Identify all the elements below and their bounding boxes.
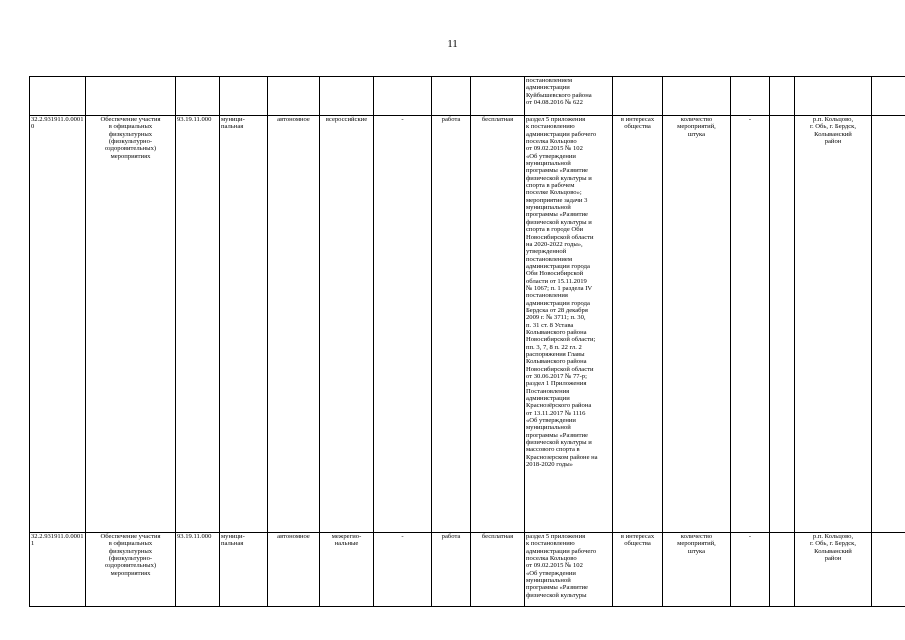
services-register-table bbox=[29, 76, 905, 607]
location-cell: р.п. Кольцово, г. Обь, г. Бердск, Колыванский район bbox=[795, 533, 872, 607]
dash-cell: - bbox=[374, 533, 432, 607]
scope-cell: всероссийские bbox=[320, 116, 374, 533]
okved-cell: 93.19.11.000 bbox=[176, 533, 220, 607]
legal-basis-cell: раздел 5 приложения к постановлению администрации рабочего поселка Кольцово от 09.02.2015 № 102 «Об утверждении муниципальной программы «Развитие физической культуры и спорта в рабочем поселке Кольцово»; мероприятие задачи 3 муниципальной программы «Развитие физической культуры и спорта в городе Оби Новосибирской области на 2020-2022 годы», утвержденной постановлением администрации города Оби Новосибирской области от 15.11.2019 № 1067; п. 1 раздела IV постановления администрации города Бердска от 28 декабря 2009 г. № 3711; п. 30, п. 31 ст. 8 Устава Колыванского района Новосибирской области; пп. 3, 7, 8 п. 22 гл. 2 распоряжения Главы Колыванского района Новосибирской области от 30.06.2017 № 77-р; раздел 1 Приложения Постановления администрации Краснозёрского района от 13.11.2017 № 1116 «Об утверждении муниципальной программы «Развитие физической культуры и массового спорта в Краснозерском районе на 2018-2020 годы» bbox=[525, 116, 613, 533]
service-code-cell: 32.2.931911.0.00011 bbox=[30, 533, 86, 607]
blank-cell bbox=[872, 116, 905, 533]
blank-cell bbox=[872, 533, 905, 607]
okved-cell: 93.19.11.000 bbox=[176, 116, 220, 533]
category-cell: работа bbox=[432, 533, 471, 607]
table-row bbox=[30, 116, 905, 533]
level-cell: муници- пальная bbox=[220, 533, 268, 607]
page-number: 11 bbox=[447, 38, 458, 50]
service-code-cell: 32.2.931911.0.00010 bbox=[30, 116, 86, 533]
dash-cell: - bbox=[731, 533, 770, 607]
institution-type-cell: автономное bbox=[268, 533, 320, 607]
payment-cell: бесплатная bbox=[471, 116, 525, 533]
table-row-continuation bbox=[30, 77, 905, 116]
indicator-cell: количество мероприятий, штука bbox=[663, 116, 731, 533]
legal-basis-cell: постановлением администрации Куйбышевского района от 04.08.2016 № 622 bbox=[525, 77, 613, 116]
dash-cell: - bbox=[374, 116, 432, 533]
payment-cell: бесплатная bbox=[471, 533, 525, 607]
institution-type-cell: автономное bbox=[268, 116, 320, 533]
level-cell: муници- пальная bbox=[220, 116, 268, 533]
blank-cell bbox=[770, 533, 795, 607]
service-name-cell: Обеспечение участия в официальных физкультурных (физкультурно- оздоровительных) мероприятиях bbox=[86, 116, 176, 533]
table-row bbox=[30, 533, 905, 607]
consumers-cell: в интересах общества bbox=[613, 116, 663, 533]
scope-cell: межрегио- нальные bbox=[320, 533, 374, 607]
dash-cell: - bbox=[731, 116, 770, 533]
location-cell: р.п. Кольцово, г. Обь, г. Бердск, Колыванский район bbox=[795, 116, 872, 533]
legal-basis-cell: раздел 5 приложения к постановлению администрации рабочего поселка Кольцово от 09.02.2015 № 102 «Об утверждении муниципальной программы «Развитие физической культуры bbox=[525, 533, 613, 607]
blank-cell bbox=[770, 116, 795, 533]
indicator-cell: количество мероприятий, штука bbox=[663, 533, 731, 607]
consumers-cell: в интересах общества bbox=[613, 533, 663, 607]
service-name-cell: Обеспечение участия в официальных физкультурных (физкультурно- оздоровительных) мероприятиях bbox=[86, 533, 176, 607]
category-cell: работа bbox=[432, 116, 471, 533]
